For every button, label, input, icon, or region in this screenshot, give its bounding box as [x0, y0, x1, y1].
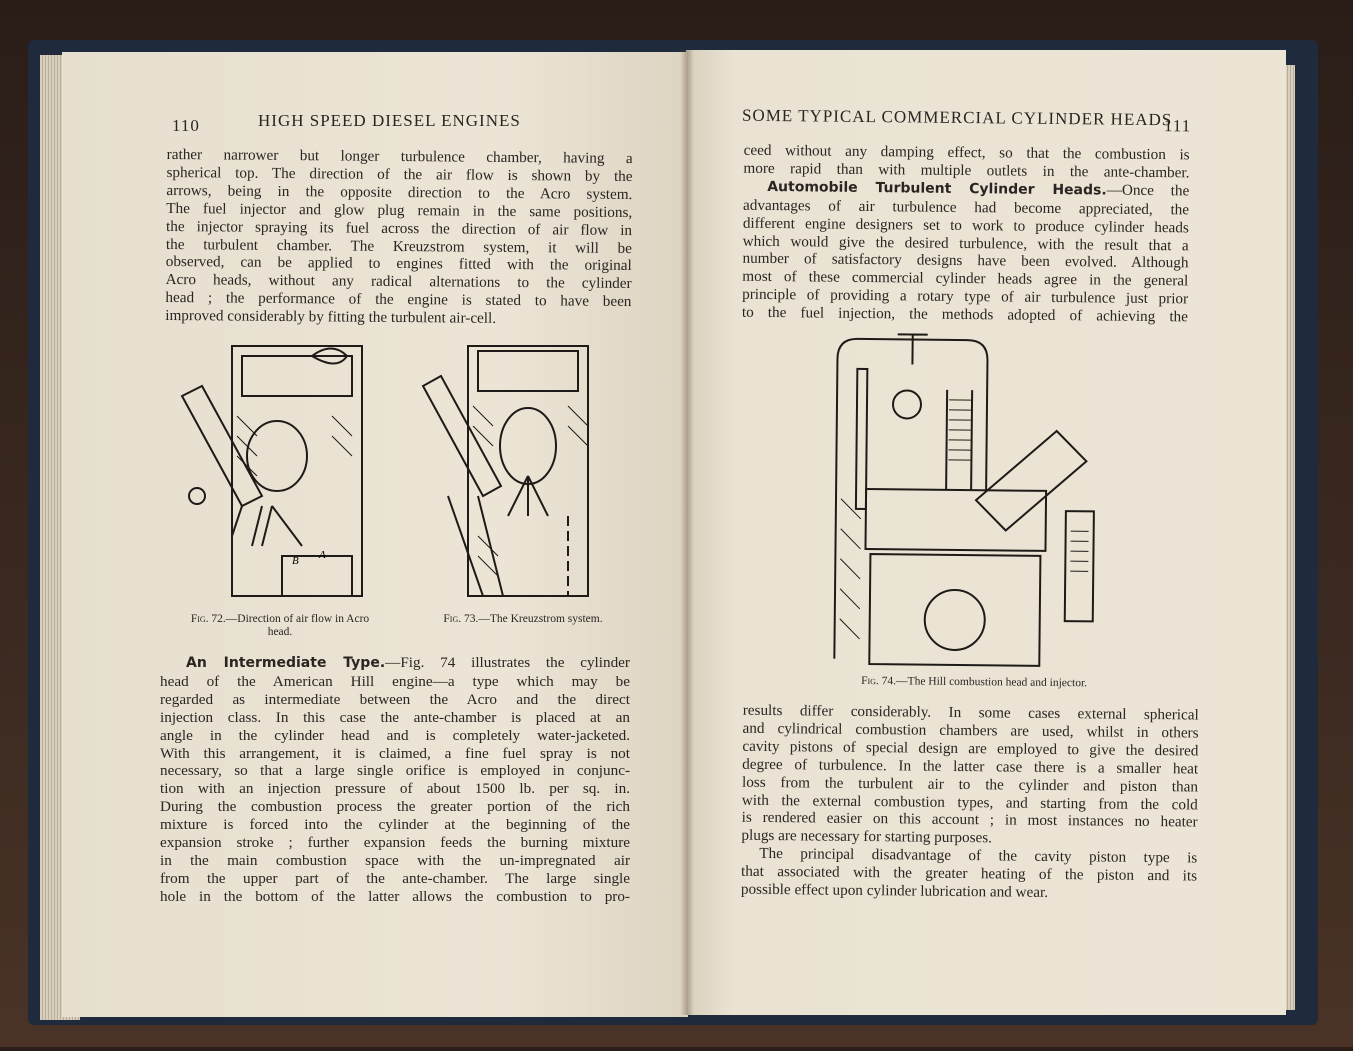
- section-first-line: —Once the: [1106, 181, 1190, 200]
- figure-74-hill-combustion-head: [824, 329, 1118, 672]
- figure-74-caption: [824, 675, 1124, 691]
- text-line: and cylindrical combustion chambers are used, whilst in others: [742, 719, 1199, 742]
- text-line: hole in the bottom of the latter allows the combustion to pro-: [160, 887, 630, 905]
- text-line: necessary, so that a large single orifice is employed in conjunc-: [160, 762, 630, 780]
- text-line: rather narrower but longer turbulence chamber, having a: [166, 145, 633, 168]
- text-line: tion with an injection pressure of about 1500 lb. per sq. in.: [160, 780, 630, 798]
- text-line: cavity pistons of special design are employed to give the desired: [742, 737, 1199, 760]
- right-page-number: 111: [1163, 116, 1192, 136]
- text-line: the turbulent chamber. The Kreuzstrom system, it will be: [165, 235, 632, 257]
- figure-72-caption-number: Fig. 72.: [190, 613, 226, 625]
- text-line: head ; the performance of the engine is stated to have been: [165, 289, 632, 311]
- text-line: loss from the turbulent air to the cylinder and piston than: [741, 773, 1199, 796]
- section-heading-automobile-turbulent: Automobile Turbulent Cylinder Heads.: [767, 178, 1107, 199]
- text-line: mixture is forced into the cylinder at the beginning of the: [160, 816, 630, 834]
- text-line: spherical top. The direction of the air flow is shown by the: [166, 163, 633, 185]
- paragraph-2-first-line: —Fig. 74 illustrates the cylinder: [385, 654, 630, 671]
- right-paragraph-1: [742, 142, 1190, 327]
- text-line: arrows, being in the opposite direction to the Acro system.: [166, 181, 633, 203]
- left-page-number: 110: [172, 116, 200, 135]
- right-paragraph-3: [741, 702, 1199, 904]
- text-line: possible effect upon cylinder lubrication and wear.: [740, 880, 1049, 902]
- left-running-head: HIGH SPEED DIESEL ENGINES: [258, 111, 521, 130]
- text-line: expansion stroke ; further expansion feeds the burning mixture: [160, 834, 630, 852]
- section-heading-intermediate-type: An Intermediate Type.: [186, 655, 386, 671]
- text-line: with the external combustion types, and starting from the cold: [741, 791, 1198, 814]
- figure-72-label-a: A: [319, 549, 326, 561]
- text-line: degree of turbulence. In the latter case there is a smaller heat: [742, 755, 1199, 778]
- figure-73-caption-number: Fig. 73.: [443, 613, 479, 625]
- text-line: different engine designers set to work to produce cylinder heads: [742, 214, 1189, 237]
- figure-74-caption-text: —The Hill combustion head and injector.: [896, 675, 1088, 690]
- text-line: angle in the cylinder head and is completely water-jacketed.: [160, 726, 630, 744]
- text-line: ceed without any damping effect, so that the combustion is: [743, 141, 1190, 164]
- text-line: which would give the desired turbulence, with the result that a: [742, 232, 1189, 254]
- text-line: is rendered easier on this account ; in most instances no heater: [741, 809, 1198, 831]
- text-line: head of the American Hill engine—a type which may be: [160, 672, 630, 690]
- text-line: principle of providing a rotary type of air turbulence just prior: [742, 285, 1189, 308]
- text-line: in the main combustion space with the un-impregnated air: [160, 851, 630, 869]
- figure-72-label-b: B: [292, 555, 299, 567]
- text-line: plugs are necessary for starting purposes.: [741, 827, 993, 847]
- figure-73-caption-text: —The Kreuzstrom system.: [478, 613, 603, 625]
- text-line: improved considerably by fitting the turbulent air-cell.: [165, 307, 497, 328]
- text-line: With this arrangement, it is claimed, a fine fuel spray is not: [160, 744, 630, 762]
- figure-74-caption-number: Fig. 74.: [861, 674, 897, 688]
- text-line: The principal disadvantage of the cavity piston type is: [759, 845, 1198, 867]
- figure-72-caption-text: —Direction of air flow in Acro: [225, 613, 370, 625]
- text-line: During the combustion process the greater portion of the rich: [160, 798, 630, 816]
- text-line: results differ considerably. In some cases external spherical: [742, 701, 1199, 724]
- text-line: observed, can be applied to engines fitted with the original: [165, 253, 632, 275]
- text-line: to the fuel injection, the methods adopted of achieving the: [741, 303, 1189, 326]
- text-line: The fuel injector and glow plug remain in the same positions,: [166, 199, 633, 221]
- text-line: regarded as intermediate between the Acro and the direct: [160, 690, 630, 708]
- text-line: advantages of air turbulence had become appreciated, the: [742, 196, 1190, 219]
- figure-72-caption-text-2: head.: [267, 626, 293, 638]
- text-line: injection class. In this case the ante-chamber is placed at an: [160, 708, 630, 726]
- text-line: more rapid than with multiple outlets in the ante-chamber.: [743, 159, 1190, 182]
- text-line: number of satisfactory designs have been evolved. Although: [742, 250, 1189, 272]
- text-line: from the upper part of the ante-chamber. The large single: [160, 869, 630, 887]
- right-running-head: SOME TYPICAL COMMERCIAL CYLINDER HEADS: [741, 105, 1173, 130]
- text-line: that associated with the greater heating of the piston and its: [741, 862, 1198, 885]
- text-line: most of these commercial cylinder heads agree in the general: [742, 268, 1189, 290]
- text-line: Acro heads, without any radical alternations to the cylinder: [165, 271, 632, 293]
- text-line: the injector spraying its fuel across the direction of air flow in: [166, 217, 633, 239]
